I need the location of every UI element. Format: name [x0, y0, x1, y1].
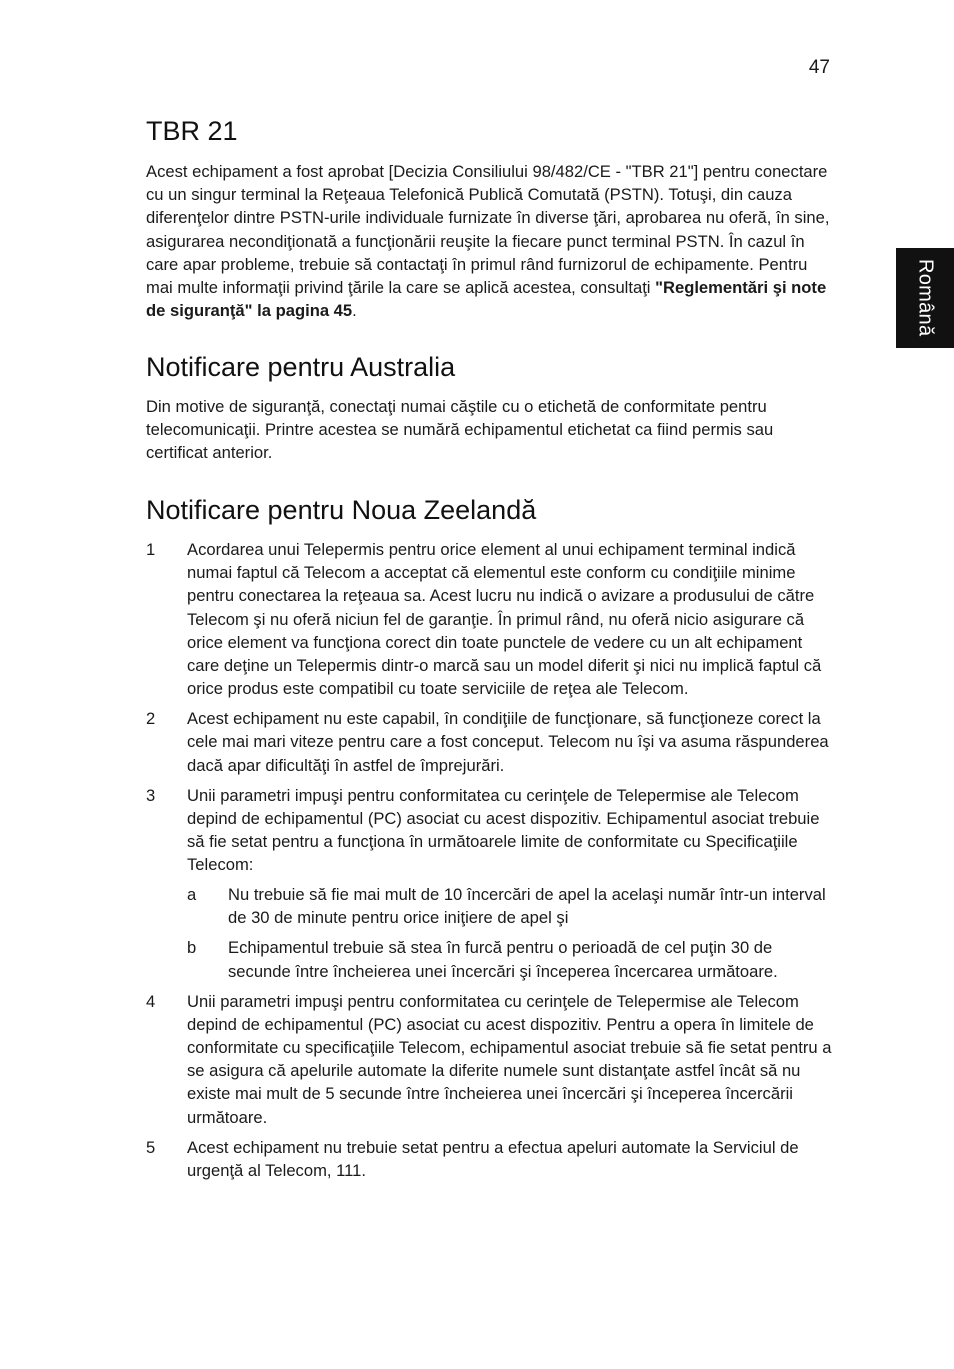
list-number: 2 — [146, 709, 156, 729]
sub-list-letter: b — [187, 938, 197, 958]
list-text: Unii parametri impuşi pentru conformitatea cu cerinţele de Telepermise ale Telecom depind de echipamentul (PC) asociat cu acest dispozitiv. Pentru a opera în limitele de conformitate cu specificaţiile Telecom, echipamentul asociat trebuie să fie setat pentru a se asigura că apelurile automate la diferite numele sunt distanţate astfel încât să nu existe mai mult de 5 secunde între încheierea unei încercări şi începerea încercării următoare. — [187, 991, 832, 1127]
heading-tbr21: TBR 21 — [146, 116, 238, 146]
sub-list-item — [146, 883, 836, 929]
page-number: 47 — [808, 57, 830, 78]
list-number: 1 — [146, 540, 156, 559]
list-number: 3 — [146, 785, 156, 805]
paragraph-tbr21: Acest echipament a fost aprobat [Decizia Consiliului 98/482/CE - "TBR 21"] pentru conectare cu un singur terminal la Reţeaua Telefonică Publică Comutată (PSTN). Totuşi, din cauza diferenţelor dintre PSTN-urile individuale furnizate în diverse ţări, aprobarea nu oferă, în sine, asigurarea necondiţionată a funcţionării reuşite la fiecare punct terminal PSTN. În cazul în care apar probleme, trebuie să contactaţi în primul rând furnizorul de echipamente. Pentru mai multe informaţii privind ţările la care se aplică acestea, consultaţi "Reglementări şi note de siguranţă" la pagina 45. — [146, 162, 830, 321]
list-text: Acest echipament nu este capabil, în condiţiile de funcţionare, să funcţioneze corect la cele mai mari viteze pentru care a fost conceput. Telecom nu îşi va asuma răspunderea dacă apar dificultăţi în astfel de împrejurări. — [187, 709, 829, 775]
list-item — [146, 1136, 836, 1182]
list-text: Acordarea unui Telepermis pentru orice element al unui echipament terminal indică numai faptul că Telecom a acceptat că elementul este conform cu condiţiile minime pentru conectarea la reţeaua sa. Acest lucru nu indică o avizare a produsului de către Telecom şi nu oferă niciun fel de garanţie. În primul rând, nu oferă nicio asigurare că orice element va funcţiona corect din toate punctele de vedere cu un alt echipament care deţine un Telepermis dintr-o marcă sau un model diferit şi nici nu implică faptul că orice produs este compatibil cu toate serviciile de reţea ale Telecom. — [187, 540, 822, 699]
sub-list-letter: a — [187, 885, 197, 905]
list-text: Acest echipament nu trebuie setat pentru a efectua apeluri automate la Serviciul de urgenţă al Telecom, 111. — [187, 1137, 799, 1180]
sub-list-text: Nu trebuie să fie mai mult de 10 încercări de apel la acelaşi număr într-un interval de 30 de minute pentru orice iniţiere de apel şi — [228, 885, 826, 928]
language-tab-label: Română — [914, 259, 937, 337]
list-number: 5 — [146, 1137, 156, 1157]
sub-list-text: Echipamentul trebuie să stea în furcă pentru o perioadă de cel puţin 30 de secunde între încheierea unei încercări şi începerea încercarea următoare. — [228, 938, 778, 981]
list-item — [146, 538, 836, 700]
list-item — [146, 784, 836, 877]
numbered-list — [146, 538, 836, 1189]
list-item — [146, 990, 836, 1129]
cross-reference: "Reglementări şi note de siguranţă" la pagina 45 — [146, 278, 827, 321]
list-text: Unii parametri impuşi pentru conformitatea cu cerinţele de Telepermise ale Telecom depind de echipamentul (PC) asociat cu acest dispozitiv. Echipamentul asociat trebuie să fie setat pentru a funcţiona în următoarele limite de conformitate cu Specificaţiile Telecom: — [187, 785, 820, 875]
heading-australia: Notificare pentru Australia — [146, 352, 456, 382]
paragraph-australia: Din motive de siguranţă, conectaţi numai căştile cu o etichetă de conformitate pentru telecomunicaţii. Printre acestea se numără echipamentul etichetat ca fiind permis sau certificat anterior. — [146, 397, 774, 463]
sub-list-item — [146, 936, 836, 982]
list-item — [146, 707, 836, 777]
language-tab — [896, 248, 954, 348]
heading-new-zealand: Notificare pentru Noua Zeelandă — [146, 495, 537, 525]
list-number: 4 — [146, 991, 156, 1011]
